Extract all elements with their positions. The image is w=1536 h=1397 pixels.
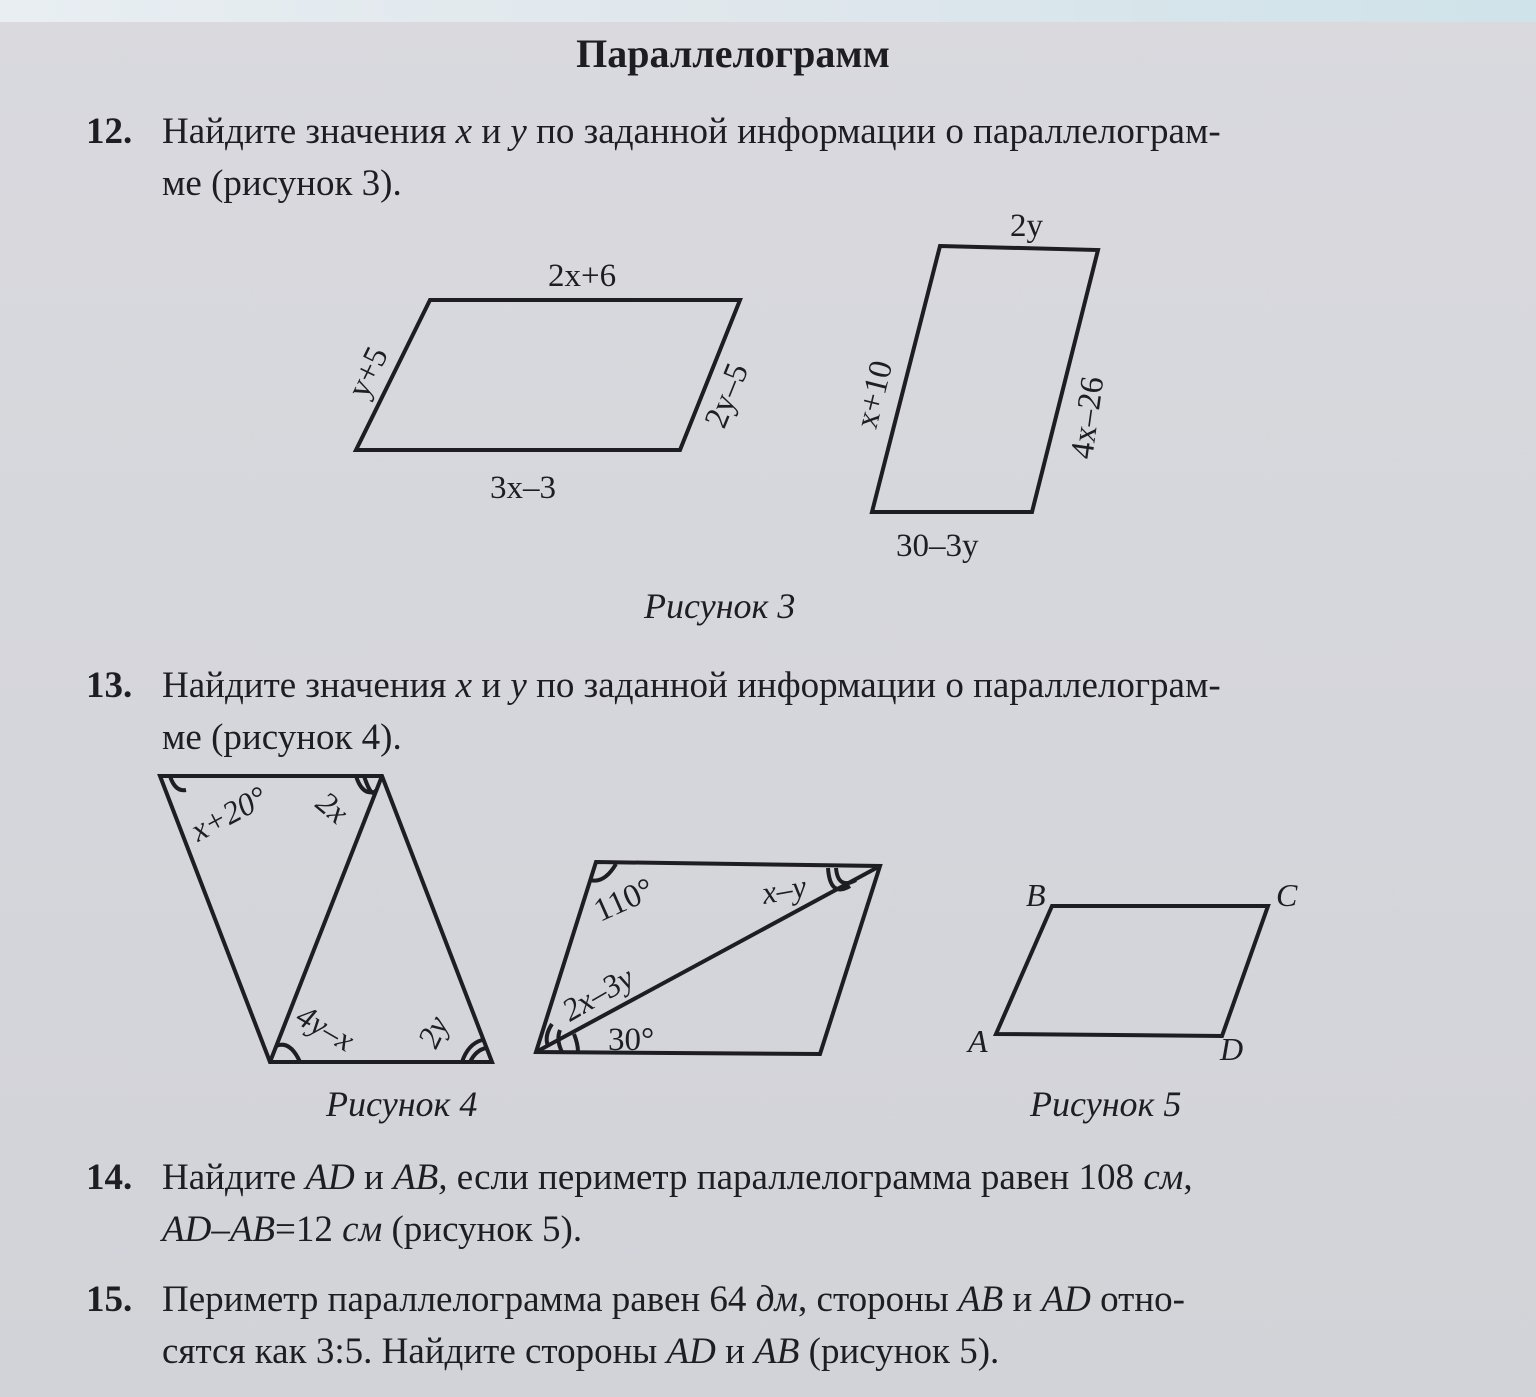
fig3-left-bottom-label: 3x–3 bbox=[490, 470, 556, 506]
fig5-vertex-a: A bbox=[968, 1023, 988, 1059]
fig5-vertex-c: C bbox=[1276, 877, 1298, 913]
fig4-left-top-left-angle: x+20° bbox=[184, 778, 273, 849]
fig3-right-right-label: 4x–26 bbox=[1064, 374, 1112, 462]
fig4-right-diagonal-angle: 2x–3y bbox=[555, 958, 640, 1029]
fig3-right-top-label: 2y bbox=[1010, 208, 1043, 244]
fig3-left-side-label: y+5 bbox=[340, 341, 396, 404]
figure5-caption: Рисунок 5 bbox=[1030, 1084, 1182, 1124]
angle-arc bbox=[836, 868, 856, 883]
fig3-left-top-label: 2x+6 bbox=[548, 258, 617, 294]
page-title: Параллелограмм bbox=[576, 31, 890, 76]
problem-13: 13. Найдите значения x и y по заданной информации о параллелограм- ме (рисунок 4). bbox=[86, 660, 1396, 764]
problem-12: 12. Найдите значения x и y по заданной информации о параллелограм- ме (рисунок 3). bbox=[86, 106, 1396, 210]
problem-14: 14. Найдите AD и AB, если периметр параллелограмма равен 108 см, AD–AB=12 см (рисунок 5). bbox=[86, 1152, 1396, 1256]
fig4-right-top-right-angle: x–y bbox=[758, 867, 809, 911]
problem-number: 12. bbox=[86, 111, 133, 152]
fig4-right-bottom-left-angle: 30° bbox=[608, 1022, 655, 1058]
fig4-left-bottom-left-angle: 4y–x bbox=[290, 996, 361, 1059]
fig4-left-top-right-angle: 2x bbox=[309, 783, 356, 831]
fig3-right-side-label: 2y–5 bbox=[698, 358, 757, 433]
fig5-vertex-b: B bbox=[1026, 877, 1046, 913]
figure3-caption: Рисунок 3 bbox=[644, 586, 796, 626]
angle-arc bbox=[170, 776, 186, 790]
angle-arc bbox=[574, 1034, 578, 1052]
fig3-right-left-label: x+10 bbox=[848, 357, 901, 432]
figure5-parallelogram bbox=[996, 906, 1268, 1036]
angle-arc bbox=[558, 1030, 562, 1052]
problem-15: 15. Периметр параллелограмма равен 64 дм, стороны AB и AD отно- сятся как 3:5. Найдите стороны AD и AB (рисунок 5). bbox=[86, 1274, 1396, 1378]
figure3-left-parallelogram bbox=[356, 300, 740, 450]
problem-number: 14. bbox=[86, 1157, 133, 1198]
fig4-right-top-left-angle: 110° bbox=[588, 871, 660, 930]
fig4-left-bottom-right-angle: 2y bbox=[409, 1010, 456, 1054]
problem-number: 13. bbox=[86, 665, 133, 706]
fig5-vertex-d: D bbox=[1220, 1031, 1244, 1067]
angle-arc bbox=[470, 1048, 486, 1062]
figure4-caption: Рисунок 4 bbox=[326, 1084, 478, 1124]
angle-arc bbox=[276, 1045, 300, 1062]
problem-number: 15. bbox=[86, 1279, 133, 1320]
fig3-right-bottom-label: 30–3y bbox=[896, 528, 979, 564]
figure3-right-parallelogram bbox=[872, 246, 1098, 512]
